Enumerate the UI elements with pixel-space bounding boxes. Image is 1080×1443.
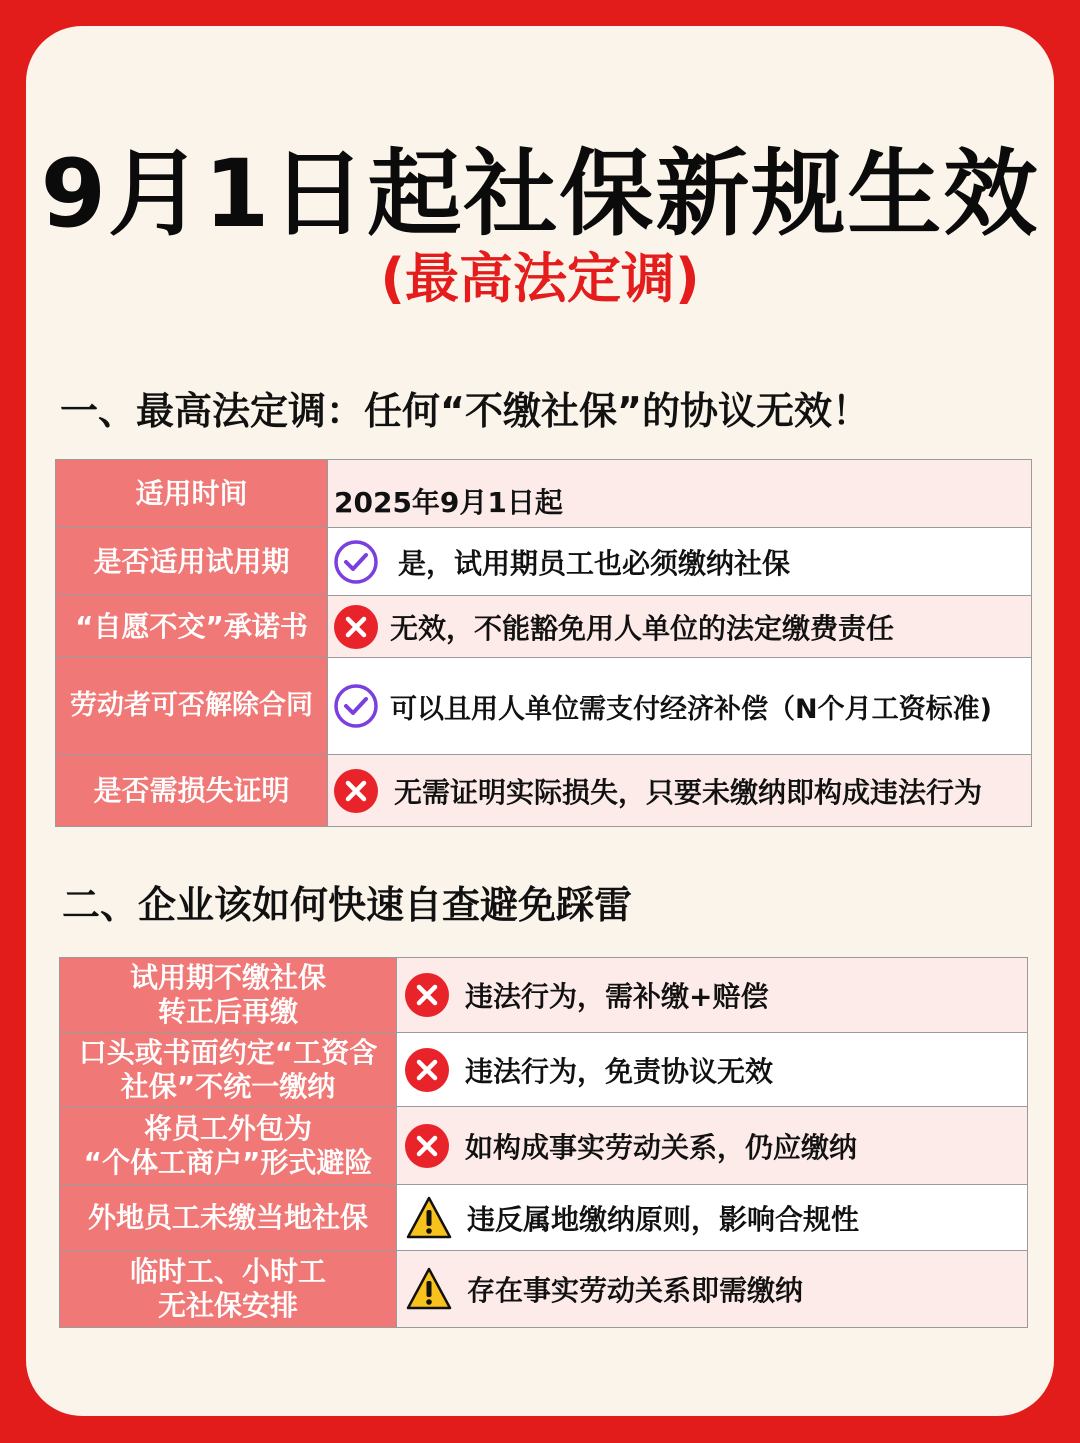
row-text: 无效，不能豁免用人单位的法定缴费责任 — [390, 611, 895, 645]
row-label-line-1: 外地员工未缴当地社保 — [87, 1200, 368, 1234]
row-value — [328, 460, 1032, 528]
row-value — [328, 528, 1032, 596]
row-label-line-2: 转正后再缴 — [157, 995, 298, 1028]
row-value — [328, 658, 1032, 755]
row-label — [60, 1107, 397, 1185]
row-label: 劳动者可否解除合同 — [56, 658, 328, 755]
row-label-line-2: 无社保安排 — [157, 1289, 298, 1322]
page-title: 9月1日起社保新规生效 — [40, 140, 1040, 249]
row-label: “自愿不交”承诺书 — [56, 596, 328, 658]
check-circle-icon — [332, 682, 380, 730]
cross-circle-icon — [332, 603, 380, 651]
row-value — [397, 1033, 1028, 1107]
table-row — [56, 528, 1032, 596]
warning-icon — [405, 1265, 453, 1313]
row-text: 违反属地缴纳原则，影响合规性 — [467, 1202, 860, 1236]
cross-circle-icon — [403, 971, 451, 1019]
row-label-line-2: 社保”不统一缴纳 — [120, 1069, 336, 1103]
cross-circle-icon — [403, 1046, 451, 1094]
section-2-heading: 二、企业该如何快速自查避免踩雷 — [62, 883, 633, 927]
cross-circle-icon — [403, 1122, 451, 1170]
row-label — [60, 1185, 397, 1251]
row-value — [328, 755, 1032, 827]
row-text: 2025年9月1日起 — [334, 485, 563, 519]
section-1-heading: 一、最高法定调：任何“不缴社保”的协议无效！ — [60, 389, 870, 433]
row-label-line-2: “个体工商户”形式避险 — [83, 1145, 373, 1179]
row-value — [328, 596, 1032, 658]
row-label — [60, 1251, 397, 1328]
row-text: 无需证明实际损失，只要未缴纳即构成违法行为 — [394, 775, 983, 809]
row-value — [397, 958, 1028, 1033]
row-label-line-1: 临时工、小时工 — [129, 1255, 326, 1288]
row-text: 如构成事实劳动关系，仍应缴纳 — [465, 1130, 858, 1164]
page-subtitle: (最高法定调) — [380, 247, 700, 310]
self-check-table — [59, 957, 1028, 1328]
row-value — [397, 1251, 1028, 1328]
warning-icon — [405, 1194, 453, 1242]
row-label — [60, 1033, 397, 1107]
table-row — [60, 1251, 1028, 1328]
row-label-line-1: 将员工外包为 — [143, 1111, 312, 1145]
row-text: 是，试用期员工也必须缴纳社保 — [398, 546, 791, 580]
table-row — [56, 596, 1032, 658]
row-label: 是否需损失证明 — [56, 755, 328, 827]
table-row — [56, 658, 1032, 755]
row-text: 可以且用人单位需支付经济补偿（N个月工资标准) — [390, 693, 992, 725]
row-label: 是否适用试用期 — [56, 528, 328, 596]
row-value — [397, 1185, 1028, 1251]
row-value — [397, 1107, 1028, 1185]
row-label — [60, 958, 397, 1033]
table-row — [60, 1185, 1028, 1251]
row-label-line-1: 口头或书面约定“工资含 — [78, 1035, 378, 1069]
table-row — [56, 460, 1032, 528]
row-text: 违法行为，需补缴+赔偿 — [465, 980, 769, 1013]
table-row — [60, 958, 1028, 1033]
row-label: 适用时间 — [56, 460, 328, 528]
table-row — [60, 1107, 1028, 1185]
rules-table — [55, 459, 1032, 827]
row-text: 违法行为，免责协议无效 — [465, 1054, 774, 1088]
row-text: 存在事实劳动关系即需缴纳 — [467, 1274, 804, 1307]
check-circle-icon — [332, 538, 380, 586]
row-label-line-1: 试用期不缴社保 — [129, 961, 326, 994]
cross-circle-icon — [332, 767, 380, 815]
table-row — [60, 1033, 1028, 1107]
table-row — [56, 755, 1032, 827]
